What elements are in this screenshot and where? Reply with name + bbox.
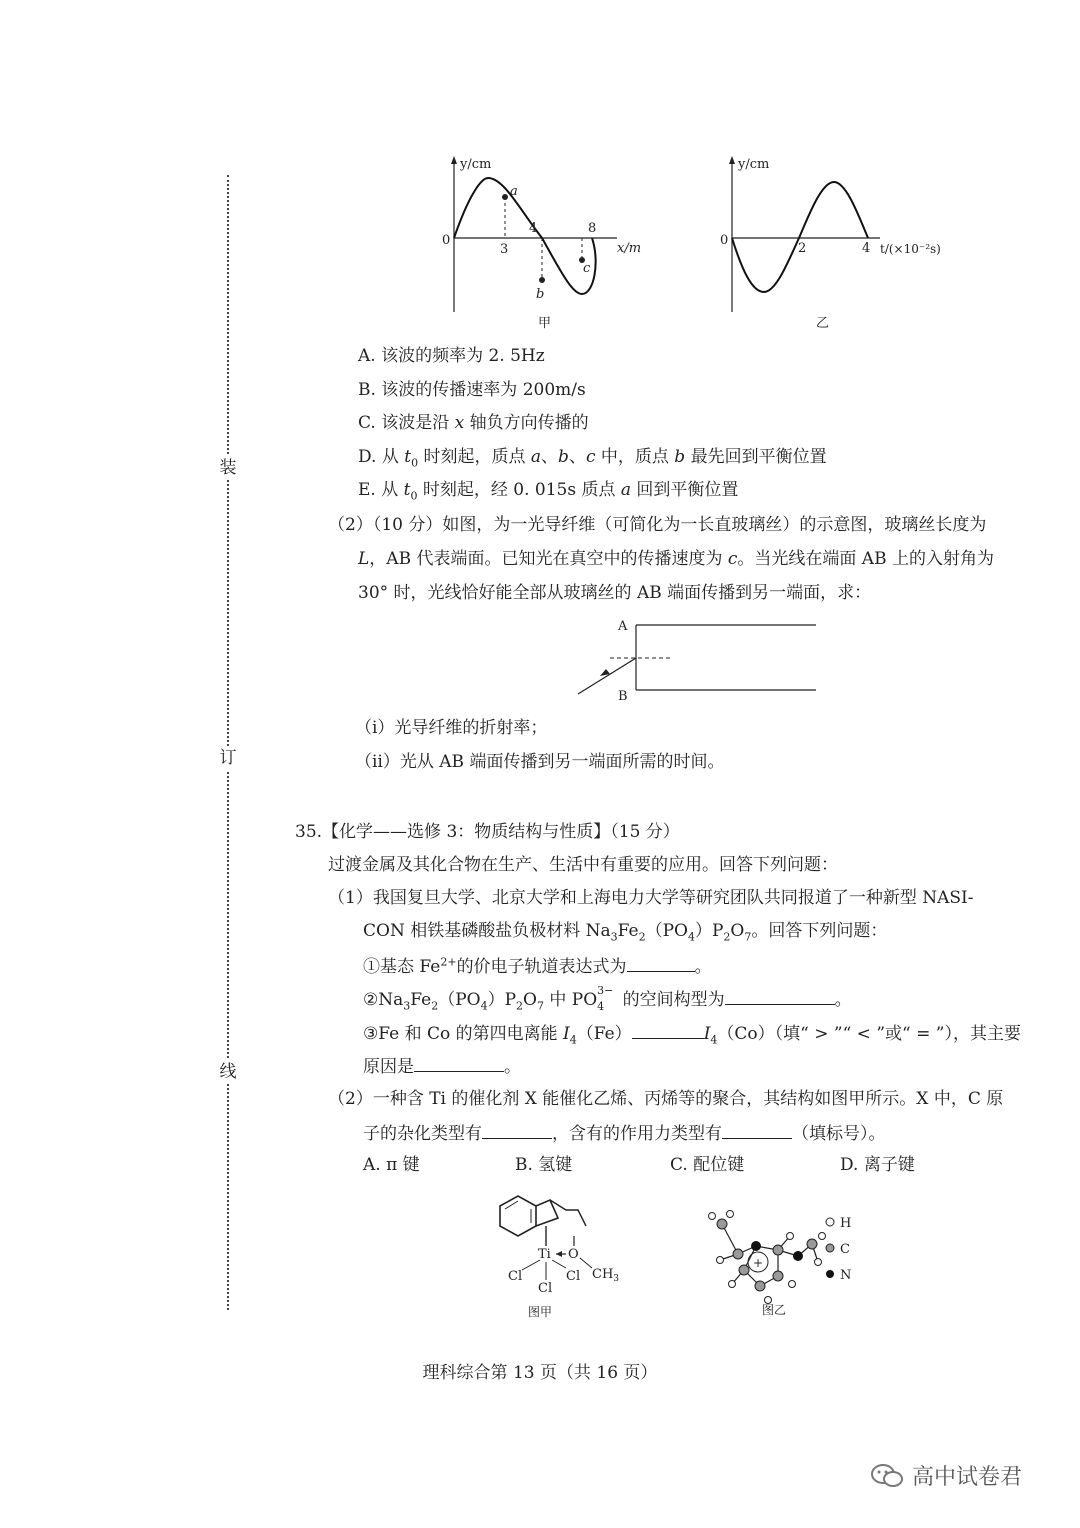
tick-4: 4 xyxy=(862,241,871,256)
wave-graph-jia xyxy=(432,152,662,337)
coord-arrow xyxy=(556,1251,562,1257)
binding-char-zhuang: 装 xyxy=(216,456,240,480)
atom-cl2: Cl xyxy=(538,1281,553,1296)
answer-blank[interactable] xyxy=(632,1022,704,1039)
tick-4: 4 xyxy=(529,221,538,236)
vibration-graph-yi xyxy=(712,152,962,337)
atom-cl1: Cl xyxy=(508,1269,523,1284)
page-footer: 理科综合第 13 页（共 16 页） xyxy=(422,1363,658,1383)
point-b xyxy=(539,277,545,283)
label-a: a xyxy=(510,184,518,199)
atom-cl3: Cl xyxy=(566,1269,581,1284)
q35-c3: ③Fe 和 Co 的第四电离能 $I_4(Fe)$ $I_4(Co)$（填“ > ”“ < ”或“ = ”），其主要 xyxy=(363,1024,1021,1047)
option-b: B. 氢键 xyxy=(515,1155,573,1175)
q35-intro: 过渡金属及其化合物在生产、生活中有重要的应用。回答下列问题： xyxy=(328,855,838,875)
vibration-curve xyxy=(732,182,871,292)
atom-ch3: $CH_3$ xyxy=(592,1267,620,1284)
q34-part2 xyxy=(328,515,1048,605)
legend-h-icon xyxy=(826,1218,834,1226)
five-ring xyxy=(536,1200,558,1226)
origin: 0 xyxy=(442,233,451,248)
atom-ti: Ti xyxy=(538,1247,551,1262)
option-e: E. 从 $t_0$ 时刻起，经 0. 015s 质点 a 回到平衡位置 xyxy=(358,480,739,503)
answer-blank[interactable] xyxy=(725,988,835,1005)
q35-p1-line2: CON 相铁基磷酸盐负极材料 $Na_3Fe_2(PO_4)P_2O_7$。回答下列问题： xyxy=(363,921,888,944)
option-b: B. 该波的传播速率为 200m/s xyxy=(358,380,586,400)
caption-jia: 图甲 xyxy=(528,1305,553,1319)
p2-line2: L，AB 代表端面。已知光在真空中的传播速度为 c。当光线在端面 AB 上的入射角为 xyxy=(358,549,994,569)
molecule-yi xyxy=(688,1196,868,1323)
label-a: A xyxy=(618,619,628,634)
option-d: D. 离子键 xyxy=(840,1155,915,1175)
binding-line xyxy=(227,175,231,1310)
sub-ii: （ⅱ）光从 AB 端面传播到另一端面所需的时间。 xyxy=(355,752,725,772)
tick-8: 8 xyxy=(588,221,597,236)
q35-p1-line1: （1）我国复旦大学、北京大学和上海电力大学等研究团队共同报道了一种新型 NASI- xyxy=(328,888,974,908)
legend-h: H xyxy=(840,1216,852,1231)
xlabel: t/(×10⁻²s) xyxy=(880,242,941,256)
option-c: C. 配位键 xyxy=(670,1155,745,1175)
q34-subquestions xyxy=(355,718,955,778)
answer-blank[interactable] xyxy=(627,955,695,972)
option-a: A. π 键 xyxy=(363,1155,420,1175)
legend-n-icon xyxy=(826,1270,834,1278)
y-axis-arrow xyxy=(451,156,457,164)
answer-blank[interactable] xyxy=(482,1122,552,1139)
bond-ch3 xyxy=(580,1258,592,1268)
binding-char-ding: 订 xyxy=(216,746,240,770)
p2-line3: 30° 时，光线恰好能全部从玻璃丝的 AB 端面传播到另一端面，求： xyxy=(358,583,872,603)
watermark-text: 高中试卷君 xyxy=(912,1465,1023,1490)
p2-line1: （2）（10 分）如图，为一光导纤维（可简化为一长直玻璃丝）的示意图，玻璃丝长度为 xyxy=(328,515,987,535)
q35-p2-line2: 子的杂化类型有 ，含有的作用力类型有 （填标号）。 xyxy=(363,1124,886,1144)
caption-yi: 乙 xyxy=(816,316,830,331)
caption-jia: 甲 xyxy=(538,316,552,331)
q35-p2-line1: （2）一种含 Ti 的催化剂 X 能催化乙烯、丙烯等的聚合，其结构如图甲所示。X 中，C 原 xyxy=(328,1089,1004,1109)
watermark xyxy=(870,1460,1022,1491)
bond-cl3 xyxy=(552,1260,566,1268)
legend-c: C xyxy=(840,1242,850,1257)
q35-title: 35.【化学——选修 3：物质结构与性质】（15 分） xyxy=(295,822,680,842)
option-c: C. 该波是沿 x 轴负方向传播的 xyxy=(358,413,589,433)
molecule-jia xyxy=(478,1188,628,1323)
ylabel: y/cm xyxy=(738,157,770,172)
label-b: b xyxy=(536,287,545,302)
binding-char-xian: 线 xyxy=(216,1060,240,1084)
origin: 0 xyxy=(720,233,729,248)
charge-plus: + xyxy=(753,1256,764,1270)
q34-options xyxy=(358,346,1038,506)
y-axis-arrow xyxy=(729,156,735,164)
point-a xyxy=(502,194,508,200)
answer-blank[interactable] xyxy=(414,1055,504,1072)
option-a: A. 该波的频率为 2. 5Hz xyxy=(358,346,545,366)
legend-n: N xyxy=(840,1268,852,1283)
ylabel: y/cm xyxy=(460,157,492,172)
atom-o: O xyxy=(568,1247,579,1262)
sub-i: （ⅰ）光导纤维的折射率； xyxy=(355,718,548,738)
option-d: D. 从 $t_0$ 时刻起，质点 a、b、c 中，质点 b 最先回到平衡位置 xyxy=(358,447,827,470)
label-b: B xyxy=(618,689,628,704)
answer-blank[interactable] xyxy=(722,1122,792,1139)
tick-2: 2 xyxy=(798,241,807,256)
caption-yi: 图乙 xyxy=(762,1303,787,1317)
wave-curve xyxy=(454,178,596,294)
legend-c-icon xyxy=(826,1244,834,1252)
q35-c1: ①基态 $Fe^{2+}$的价电子轨道表达式为 。 xyxy=(363,955,712,977)
q35-c2: $②Na_3Fe_2(PO_4)P_2O_7$ 中 PO 3− 4 的空间构型为 。 xyxy=(363,984,852,1013)
label-c: c xyxy=(583,261,591,276)
q35-c3-cont: 原因是 。 xyxy=(363,1057,521,1077)
tick-3: 3 xyxy=(500,242,509,257)
wechat-icon xyxy=(870,1462,904,1490)
q35 xyxy=(295,822,1055,1182)
fiber-diagram xyxy=(570,612,830,707)
xlabel: x/m xyxy=(617,241,642,256)
